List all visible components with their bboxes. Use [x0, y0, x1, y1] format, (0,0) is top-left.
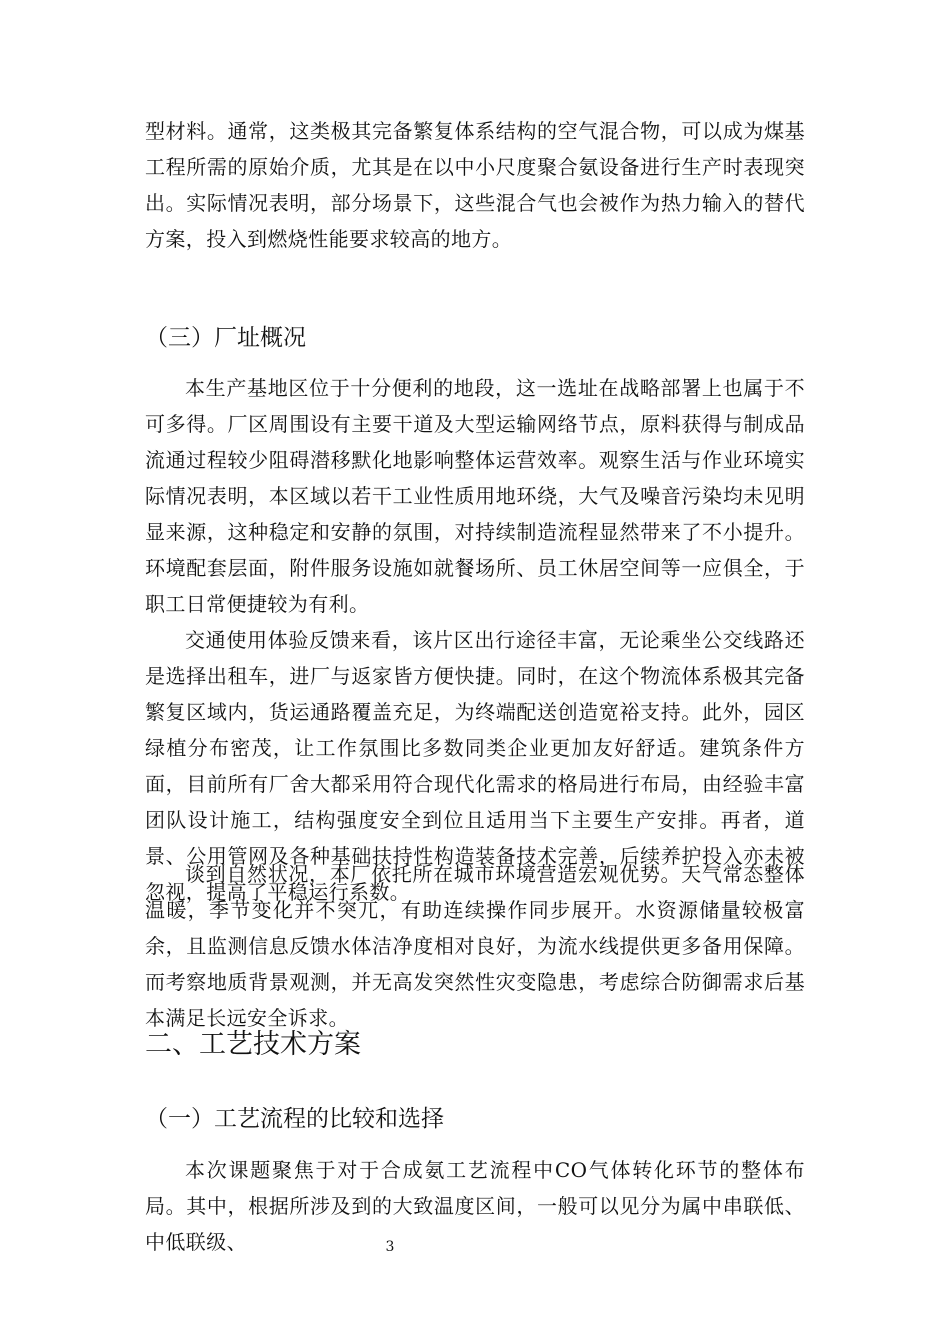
paragraph-site-transport: 交通使用体验反馈来看，该片区出行途径丰富，无论乘坐公交线路还是选择出租车，进厂与返家皆方便快捷。同时，在这个物流体系极其完备繁复区域内，货运通路覆盖充足，为终端配送创造宽裕支持。此外，园区绿植分布密茂，让工作氛围比多数同类企业更加友好舒适。建筑条件方面，目前所有厂舍大都采用符合现代化需求的格局进行布局，由经验丰富团队设计施工，结构强度安全到位且适用当下主要生产安排。再者，道景、公用管网及各种基础扶持性构造装备技术完善，后续养护投入亦未被忽视，提高了平稳运行系数。 — [145, 628, 805, 904]
paragraph-process-intro: 本次课题聚焦于对于合成氨工艺流程中CO气体转化环节的整体布局。其中，根据所涉及到的大致温度区间，一般可以见分为属中串联低、中低联级、 — [145, 1158, 805, 1254]
section-heading-site-overview: （三）厂址概况 — [145, 325, 306, 351]
page-number: 3 — [385, 1239, 395, 1255]
section-heading-process-compare: （一）工艺流程的比较和选择 — [145, 1106, 444, 1132]
paragraph-intro-continuation: 型材料。通常，这类极其完备繁复体系结构的空气混合物，可以成为煤基工程所需的原始介质，尤其是在以中小尺度聚合氨设备进行生产时表现突出。实际情况表明，部分场景下，这些混合气也会被作为热力输入的替代方案，投入到燃烧性能要求较高的地方。 — [145, 119, 805, 251]
paragraph-site-nature: 谈到自然状况，本厂依托所在城市环境营造宏观优势。天气常态整体温暖，季节变化并不突兀，有助连续操作同步展开。水资源储量较极富余，且监测信息反馈水体洁净度相对良好，为流水线提供更多备用保障。而考察地质背景观测，并无高发突然性灾变隐患，考虑综合防御需求后基本满足长远安全诉求。 — [145, 862, 805, 1030]
chapter-heading-process-plan: 二、工艺技术方案 — [145, 1029, 361, 1060]
paragraph-site-location: 本生产基地区位于十分便利的地段，这一选址在战略部署上也属于不可多得。厂区周围设有主要干道及大型运输网络节点，原料获得与制成品流通过程较少阻碍潜移默化地影响整体运营效率。观察生活与作业环境实际情况表明，本区域以若干工业性质用地环绕，大气及噪音污染均未见明显来源，这种稳定和安静的氛围，对持续制造流程显然带来了不小提升。环境配套层面，附件服务设施如就餐场所、员工休居空间等一应俱全，于职工日常便捷较为有利。 — [145, 376, 805, 616]
